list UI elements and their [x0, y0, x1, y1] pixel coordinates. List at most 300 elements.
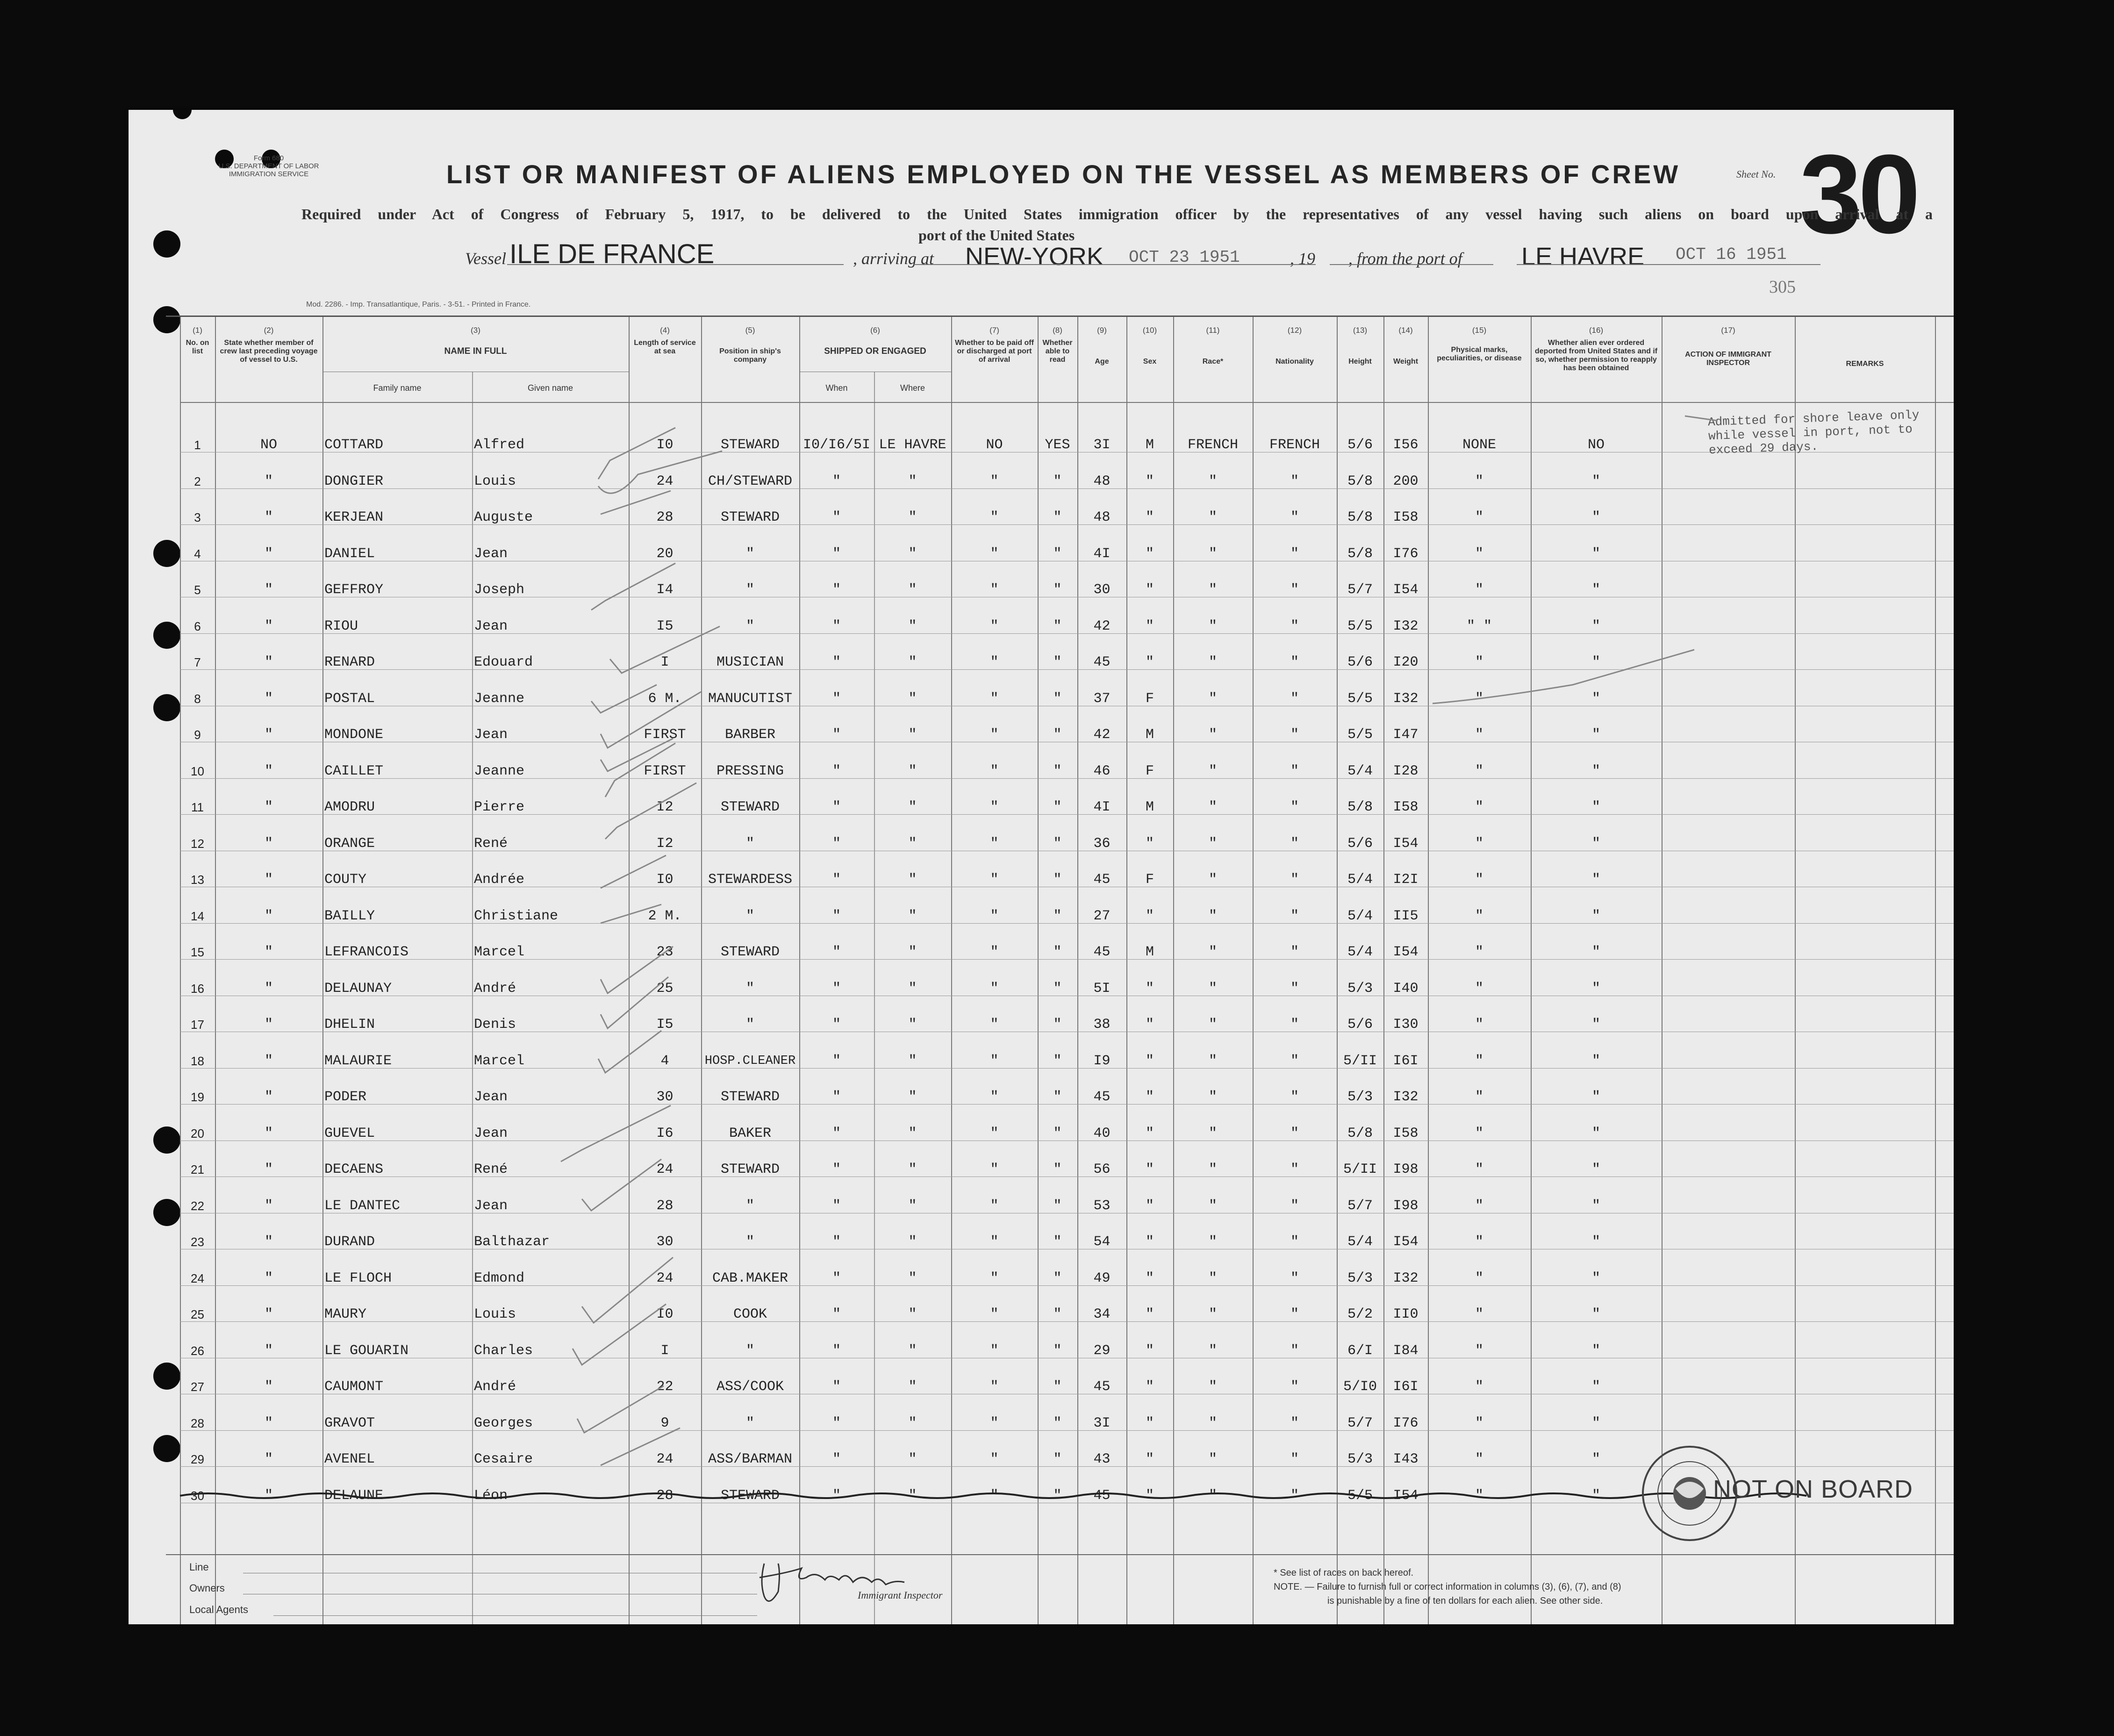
row-cell: 6/I — [1347, 1342, 1373, 1359]
row-cell: 6 M. — [648, 690, 682, 707]
row-cell: Cesaire — [474, 1451, 533, 1467]
row-cell: I98 — [1393, 1162, 1419, 1177]
row-cell: " — [1208, 1198, 1217, 1214]
row-cell: LE GOUARIN — [324, 1342, 409, 1359]
row-cell: 5/4 — [1347, 944, 1373, 960]
row-cell: " — [1053, 1017, 1062, 1033]
row-cell: " — [1290, 1415, 1299, 1431]
row-cell: " — [990, 872, 999, 888]
row-cell: I54 — [1393, 944, 1419, 960]
row-cell: Georges — [474, 1415, 533, 1431]
row-cell: MANUCUTIST — [708, 690, 793, 707]
row-cell: " — [908, 690, 917, 707]
row-cell: 40 — [1093, 1125, 1111, 1141]
row-cell: LE HAVRE — [879, 437, 946, 453]
header-c6: SHIPPED OR ENGAGED — [824, 346, 926, 356]
row-cell: I2 — [656, 835, 674, 852]
column-number: (2) — [264, 326, 274, 335]
header-c17: ACTION OF IMMIGRANT INSPECTOR — [1685, 351, 1771, 367]
vessel-line — [465, 238, 1820, 271]
punch-hole — [173, 110, 192, 119]
row-cell: " — [990, 545, 999, 562]
row-cell: KERJEAN — [324, 509, 384, 525]
row-cell: " — [745, 582, 754, 598]
row-cell: STEWARDESS — [708, 872, 793, 888]
row-cell: NONE — [1462, 437, 1496, 453]
row-cell: CH/STEWARD — [708, 473, 793, 489]
row-cell: 30 — [656, 1234, 674, 1250]
row-cell: LE FLOCH — [324, 1270, 392, 1286]
row-cell: Jeanne — [474, 763, 525, 779]
row-cell: I6I — [1393, 1053, 1419, 1069]
row-cell: 17 — [191, 1018, 204, 1032]
row-cell: " — [1475, 1306, 1483, 1322]
row-cell: " — [1053, 473, 1062, 489]
row-cell: CAB.MAKER — [712, 1270, 788, 1286]
row-cell: " — [990, 473, 999, 489]
row-cell: " — [832, 1451, 841, 1467]
row-cell: NO — [986, 437, 1003, 453]
row-cell: AVENEL — [324, 1451, 375, 1467]
row-cell: " — [990, 1379, 999, 1395]
row-cell: " — [264, 1198, 273, 1214]
footer-note-races: * See list of races on back hereof. — [1274, 1568, 1414, 1578]
row-cell: 56 — [1093, 1162, 1111, 1177]
row-cell: " — [1591, 1053, 1600, 1069]
row-cell: " — [990, 763, 999, 779]
row-cell: 22 — [191, 1198, 204, 1213]
from-port-underline — [1517, 264, 1820, 265]
row-cell: " — [1053, 1125, 1062, 1141]
row-cell: " — [1053, 1162, 1062, 1177]
row-cell: 30 — [656, 1089, 674, 1105]
row-cell: 11 — [191, 800, 204, 814]
header-c4: Length of service at sea — [634, 339, 696, 355]
row-cell: 48 — [1093, 509, 1111, 525]
row-cell: " — [1591, 1306, 1600, 1322]
row-cell: " — [908, 799, 917, 815]
row-cell: " — [1053, 545, 1062, 562]
footer-agents-rule — [273, 1615, 757, 1616]
row-cell: " — [1145, 1487, 1154, 1504]
row-cell: " — [1053, 763, 1062, 779]
row-cell: 9 — [660, 1415, 669, 1431]
row-cell: 5/5 — [1347, 727, 1373, 743]
column-rule — [1662, 317, 1663, 1624]
row-cell: " — [908, 618, 917, 634]
row-cell: " — [908, 1270, 917, 1286]
row-cell: " — [1208, 1342, 1217, 1359]
row-cell: I — [660, 1342, 669, 1359]
arrival-date-stamp: OCT 23 1951 — [1129, 248, 1240, 267]
row-cell: 28 — [656, 509, 674, 525]
row-cell: " — [832, 1234, 841, 1250]
row-cell: Marcel — [474, 1053, 525, 1069]
row-cell: 19 — [191, 1090, 204, 1104]
row-cell: " — [990, 618, 999, 634]
row-cell: I40 — [1393, 980, 1419, 997]
row-cell: " — [1208, 1487, 1217, 1504]
footer-notes — [1274, 1566, 1881, 1608]
row-cell: 23 — [656, 944, 674, 960]
row-cell: 25 — [191, 1307, 204, 1321]
row-cell: 46 — [1093, 763, 1111, 779]
date-underline — [1330, 264, 1493, 265]
column-number: (13) — [1353, 326, 1368, 335]
remarks-stamp: Admitted for shore leave only while vessel in port, not to exceed 29 days. — [1707, 408, 1920, 458]
not-on-board-stamp: NOT ON BOARD — [1713, 1475, 1913, 1503]
row-cell: " — [990, 835, 999, 852]
row-cell: STEWARD — [720, 1089, 780, 1105]
row-cell: 25 — [656, 980, 674, 997]
row-cell: 4I — [1093, 799, 1111, 815]
header-c1: No. on list — [186, 339, 209, 355]
row-cell: André — [474, 1379, 516, 1395]
row-cell: I58 — [1393, 1125, 1419, 1141]
row-cell: " — [832, 835, 841, 852]
row-cell: " — [832, 908, 841, 924]
row-cell: " — [1475, 545, 1483, 562]
row-cell: " — [264, 835, 273, 852]
row-cell: " — [908, 1342, 917, 1359]
row-cell: " — [908, 1487, 917, 1504]
row-cell: " — [1053, 1342, 1062, 1359]
row-cell: " — [1053, 872, 1062, 888]
row-cell: AMODRU — [324, 799, 375, 815]
row-cell: I5 — [656, 618, 674, 634]
row-cell: I54 — [1393, 582, 1419, 598]
column-number: (8) — [1053, 326, 1062, 335]
row-cell: DHELIN — [324, 1017, 375, 1033]
row-cell: " — [990, 1270, 999, 1286]
row-cell: " — [1053, 1198, 1062, 1214]
row-cell: 5/4 — [1347, 1234, 1373, 1250]
footer-line-label: Line — [189, 1561, 209, 1573]
row-cell: " — [264, 980, 273, 997]
row-cell: 9 — [194, 728, 201, 742]
row-cell: " — [832, 763, 841, 779]
row-cell: 24 — [656, 1451, 674, 1467]
row-cell: " — [1290, 1089, 1299, 1105]
row-cell: GRAVOT — [324, 1415, 375, 1431]
row-cell: " — [1208, 763, 1217, 779]
row-cell: 3I — [1093, 437, 1111, 453]
row-cell: " — [990, 727, 999, 743]
row-cell: 3 — [194, 510, 201, 524]
row-cell: " — [1475, 1053, 1483, 1069]
row-cell: STEWARD — [720, 1487, 780, 1504]
row-cell: 5/3 — [1347, 980, 1373, 997]
row-cell: 5/8 — [1347, 545, 1373, 562]
service: IMMIGRATION SERVICE — [229, 170, 309, 178]
row-cell: " — [1475, 835, 1483, 852]
row-cell: " — [1591, 980, 1600, 997]
row-cell: 45 — [1093, 1089, 1111, 1105]
row-cell: POSTAL — [324, 690, 375, 707]
row-cell: Andrée — [474, 872, 525, 888]
row-cell: " — [1475, 1379, 1483, 1395]
pencil-marks — [129, 110, 1954, 1624]
row-cell: 200 — [1393, 473, 1419, 489]
row-cell: 20 — [656, 545, 674, 562]
row-cell: " — [1208, 1234, 1217, 1250]
row-cell: " — [1053, 582, 1062, 598]
row-cell: " — [264, 1451, 273, 1467]
column-number: (15) — [1472, 326, 1487, 335]
row-cell: " — [1591, 872, 1600, 888]
row-cell: 5/2 — [1347, 1306, 1373, 1322]
row-cell: " — [1208, 1017, 1217, 1033]
row-cell: " — [1290, 509, 1299, 525]
row-cell: Jean — [474, 1198, 508, 1214]
row-cell: " — [1591, 1125, 1600, 1141]
row-cell: Jean — [474, 727, 508, 743]
from-port: LE HAVRE — [1521, 243, 1645, 271]
row-cell: " — [745, 545, 754, 562]
row-cell: " — [1475, 654, 1483, 670]
row-cell: " — [1475, 980, 1483, 997]
row-cell: 30 — [191, 1488, 204, 1503]
row-cell: " — [1145, 908, 1154, 924]
arriving-label: , arriving at — [853, 249, 934, 268]
row-cell: I6 — [656, 1125, 674, 1141]
row-cell: 49 — [1093, 1270, 1111, 1286]
row-cell: Joseph — [474, 582, 525, 598]
row-cell: COUTY — [324, 872, 367, 888]
row-cell: 3I — [1093, 1415, 1111, 1431]
row-cell: " — [1145, 835, 1154, 852]
row-cell: 24 — [191, 1271, 204, 1285]
row-cell: " — [1053, 1234, 1062, 1250]
row-cell: FRENCH — [1269, 437, 1320, 453]
row-cell: " — [990, 1017, 999, 1033]
row-cell: " — [1208, 1125, 1217, 1141]
row-cell: I32 — [1393, 690, 1419, 707]
row-cell: " — [264, 1053, 273, 1069]
row-cell: " — [1208, 1089, 1217, 1105]
row-cell: I4 — [656, 582, 674, 598]
row-cell: " — [832, 1487, 841, 1504]
row-cell: 42 — [1093, 727, 1111, 743]
row-cell: " — [1591, 1162, 1600, 1177]
row-cell: 5/6 — [1347, 437, 1373, 453]
row-cell: 23 — [191, 1235, 204, 1249]
row-cell: NO — [260, 437, 277, 453]
row-cell: FIRST — [644, 727, 686, 743]
row-cell: " — [908, 1017, 917, 1033]
row-cell: 5/5 — [1347, 690, 1373, 707]
row-cell: 16 — [191, 981, 204, 996]
row-cell: 18 — [191, 1054, 204, 1068]
row-cell: " — [1591, 1342, 1600, 1359]
row-cell: MAURY — [324, 1306, 367, 1322]
row-cell: " — [1591, 509, 1600, 525]
punch-hole — [153, 306, 180, 333]
row-cell: " — [1290, 1270, 1299, 1286]
row-cell: " — [1145, 1017, 1154, 1033]
row-cell: " — [264, 763, 273, 779]
row-cell: " — [1145, 1379, 1154, 1395]
document-subtitle: Required under Act of Congress of February 5, 1917, to be delivered to the United States immigration officer by the representatives of any vessel having such aliens on board upon arrival at a — [301, 206, 1933, 222]
row-cell: " — [1475, 509, 1483, 525]
row-cell: " — [264, 1415, 273, 1431]
row-cell: " — [1053, 799, 1062, 815]
row-cell: " — [908, 944, 917, 960]
row-cell: " — [990, 908, 999, 924]
row-cell: " — [990, 1487, 999, 1504]
row-cell: 4 — [660, 1053, 669, 1069]
row-cell: Jean — [474, 1125, 508, 1141]
row-cell: " — [1053, 509, 1062, 525]
row-cell: 24 — [656, 1270, 674, 1286]
port-underline — [914, 264, 1316, 265]
row-cell: I32 — [1393, 618, 1419, 634]
row-cell: " — [832, 1053, 841, 1069]
row-cell: René — [474, 835, 508, 852]
row-cell: " — [264, 1487, 273, 1504]
column-number: (7) — [989, 326, 999, 335]
column-number: (5) — [745, 326, 755, 335]
row-cell: LEFRANCOIS — [324, 944, 409, 960]
row-cell: BAKER — [729, 1125, 771, 1141]
row-cell: " — [908, 872, 917, 888]
header-c12: Nationality — [1276, 358, 1314, 366]
row-cell: " — [1591, 1198, 1600, 1214]
row-cell: " — [1208, 944, 1217, 960]
row-cell: 22 — [656, 1379, 674, 1395]
header-c10: Sex — [1143, 358, 1157, 366]
header-c11: Race* — [1202, 358, 1224, 366]
row-cell: " — [908, 1125, 917, 1141]
row-cell: 5/8 — [1347, 473, 1373, 489]
row-cell: " — [1053, 835, 1062, 852]
column-number: (1) — [193, 326, 202, 335]
row-cell: " — [908, 509, 917, 525]
row-cell: " — [832, 1162, 841, 1177]
subheader-c6b: Where — [900, 383, 925, 393]
row-cell: CAILLET — [324, 763, 384, 779]
row-cell: " — [1475, 582, 1483, 598]
row-cell: " — [1145, 1125, 1154, 1141]
row-cell: I — [660, 654, 669, 670]
row-cell: M — [1145, 799, 1154, 815]
row-cell: 45 — [1093, 944, 1111, 960]
row-cell: 15 — [191, 945, 204, 959]
row-cell: " — [1591, 1379, 1600, 1395]
row-cell: Alfred — [474, 437, 525, 453]
row-cell: " — [1208, 1270, 1217, 1286]
row-cell: 26 — [191, 1343, 204, 1358]
footer-agents-label: Local Agents — [189, 1604, 248, 1615]
row-cell: " — [1290, 690, 1299, 707]
row-cell: " — [745, 980, 754, 997]
row-cell: " — [832, 1125, 841, 1141]
printer-imprint: Mod. 2286. - Imp. Transatlantique, Paris. - 3-51. - Printed in France. — [306, 301, 531, 308]
row-cell: " — [990, 944, 999, 960]
row-cell: " — [832, 1270, 841, 1286]
row-cell: " — [908, 1415, 917, 1431]
row-cell: Charles — [474, 1342, 533, 1359]
vessel-underline — [507, 264, 844, 265]
row-cell: 14 — [191, 909, 204, 923]
row-cell: " — [1290, 1125, 1299, 1141]
row-cell: Marcel — [474, 944, 525, 960]
row-cell: Balthazar — [474, 1234, 550, 1250]
row-cell: " — [908, 727, 917, 743]
row-cell: " — [745, 618, 754, 634]
row-cell: GUEVEL — [324, 1125, 375, 1141]
row-cell: " — [1591, 944, 1600, 960]
row-cell: " — [1208, 1162, 1217, 1177]
row-cell: 2 M. — [648, 908, 682, 924]
row-cell: " — [264, 690, 273, 707]
sheet-label: Sheet No. — [1736, 168, 1776, 180]
row-cell: 21 — [191, 1162, 204, 1176]
row-cell: " — [264, 1306, 273, 1322]
row-cell: " — [832, 727, 841, 743]
row-cell: " — [1145, 1270, 1154, 1286]
row-cell: " — [264, 944, 273, 960]
row-cell: " — [1053, 1451, 1062, 1467]
row-cell: Christiane — [474, 908, 559, 924]
punch-hole — [153, 230, 180, 258]
row-cell: 5/7 — [1347, 1415, 1373, 1431]
row-cell: " — [1290, 1342, 1299, 1359]
sheet-number: 30 — [1799, 131, 1917, 257]
form-info — [208, 154, 330, 178]
row-cell: 5I — [1093, 980, 1111, 997]
row-cell: " — [1290, 944, 1299, 960]
row-cell: I5 — [656, 1017, 674, 1033]
row-cell: I28 — [1393, 763, 1419, 779]
row-cell: " — [1208, 799, 1217, 815]
column-number: (4) — [660, 326, 670, 335]
row-cell: I30 — [1393, 1017, 1419, 1033]
row-cell: " — [832, 944, 841, 960]
row-cell: 34 — [1093, 1306, 1111, 1322]
row-cell: 27 — [191, 1380, 204, 1394]
row-cell: STEWARD — [720, 437, 780, 453]
header-c2: State whether member of crew last preceding voyage of vessel to U.S. — [220, 339, 318, 364]
row-cell: " — [264, 618, 273, 634]
header-c13: Height — [1348, 358, 1372, 366]
row-cell: " — [264, 545, 273, 562]
row-cell: " — [745, 1234, 754, 1250]
form-number: Form 680 — [253, 154, 284, 162]
row-cell: " — [1290, 1162, 1299, 1177]
row-cell: " — [1290, 582, 1299, 598]
row-cell: " — [832, 799, 841, 815]
row-cell: " — [1145, 1306, 1154, 1322]
row-cell: PRESSING — [716, 763, 784, 779]
row-cell: " — [908, 1379, 917, 1395]
row-cell: 8 — [194, 691, 201, 706]
row-cell: " — [990, 1162, 999, 1177]
row-cell: " — [908, 835, 917, 852]
row-cell: " — [745, 1415, 754, 1431]
row-cell: 24 — [656, 1162, 674, 1177]
column-number: (17) — [1721, 326, 1735, 335]
row-cell: 5/4 — [1347, 872, 1373, 888]
row-cell: " — [264, 654, 273, 670]
row-cell: " — [1475, 1451, 1483, 1467]
row-cell: I43 — [1393, 1451, 1419, 1467]
header-c9: Age — [1095, 358, 1109, 366]
row-cell: " — [990, 1234, 999, 1250]
row-cell: " — [1591, 1017, 1600, 1033]
check-mark — [598, 428, 675, 479]
row-cell: " — [908, 1053, 917, 1069]
